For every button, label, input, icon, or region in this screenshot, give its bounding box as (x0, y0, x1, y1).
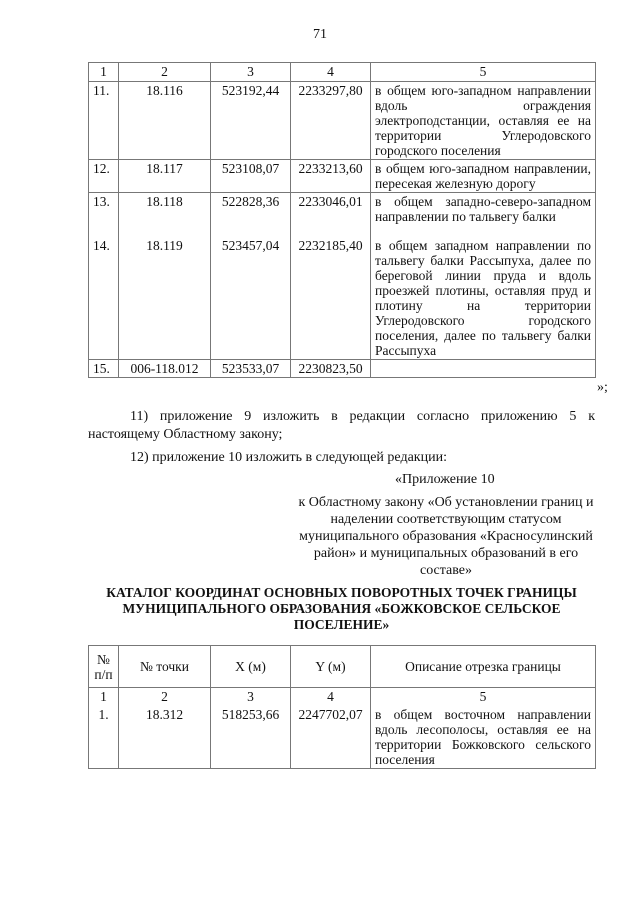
table-row (89, 193, 596, 238)
amendment-paragraph-12: 12) приложение 10 изложить в следующей редакции: (130, 450, 447, 465)
table-row (89, 160, 596, 193)
point-number: 18.119 (119, 237, 211, 360)
header-cell: 3 (211, 688, 291, 707)
header-cell: 2 (119, 63, 211, 82)
x-coordinate: 518253,66 (211, 706, 291, 769)
table-row (89, 237, 596, 360)
row-number: 11. (89, 82, 119, 160)
y-coordinate: 2247702,07 (291, 706, 371, 769)
amendment-paragraph-11: 11) приложение 9 изложить в редакции согласно приложению 5 к настоящему Областному закону; (88, 409, 595, 442)
y-coordinate: 2230823,50 (291, 360, 371, 378)
header-cell: 4 (291, 688, 371, 707)
header-cell: 1 (89, 63, 119, 82)
page-number: 71 (313, 27, 327, 42)
row-number: 15. (89, 360, 119, 378)
y-coordinate: 2233046,01 (291, 193, 371, 238)
header-cell: 2 (119, 688, 211, 707)
appendix-title: «Приложение 10 (395, 472, 495, 487)
x-coordinate: 523457,04 (211, 237, 291, 360)
y-coordinate: 2233213,60 (291, 160, 371, 193)
segment-description: в общем западно-северо-западном направлении по тальвегу балки (371, 193, 596, 238)
header-cell: 4 (291, 63, 371, 82)
table-row (89, 82, 596, 160)
row-number: 14. (89, 237, 119, 360)
x-coordinate: 522828,36 (211, 193, 291, 238)
header-cell: 5 (371, 63, 596, 82)
coordinates-table-bozhkovskoe (88, 645, 596, 769)
x-coordinate: 523533,07 (211, 360, 291, 378)
point-number: 006-118.012 (119, 360, 211, 378)
segment-description: в общем юго-западном направлении, пересекая железную дорогу (371, 160, 596, 193)
column-header: № точки (119, 646, 211, 688)
column-header: № п/п (89, 646, 119, 688)
point-number: 18.116 (119, 82, 211, 160)
table-closing-quote: »; (597, 380, 608, 395)
appendix-reference: к Областному закону «Об установлении границ и наделении соответствующим статусом муниципального образования «Красносулинский район» и муниципальных образований в его составе» (298, 495, 594, 578)
row-number: 1. (89, 706, 119, 769)
table-header-row (89, 688, 596, 707)
segment-description: в общем юго-западном направлении вдоль ограждения электроподстанции, оставляя ее на территории Углеродовского городского поселения (371, 82, 596, 160)
table-column-headers (89, 646, 596, 688)
catalog-title: КАТАЛОГ КООРДИНАТ ОСНОВНЫХ ПОВОРОТНЫХ ТОЧЕК ГРАНИЦЫ МУНИЦИПАЛЬНОГО ОБРАЗОВАНИЯ «БОЖКОВСКОЕ СЕЛЬСКОЕ ПОСЕЛЕНИЕ» (106, 585, 577, 632)
segment-description (371, 360, 596, 378)
header-cell: 5 (371, 688, 596, 707)
table-row (89, 360, 596, 378)
point-number: 18.118 (119, 193, 211, 238)
header-cell: 3 (211, 63, 291, 82)
table-row (89, 706, 596, 769)
x-coordinate: 523108,07 (211, 160, 291, 193)
row-number: 12. (89, 160, 119, 193)
coordinates-table-continued (88, 62, 596, 378)
column-header: Y (м) (291, 646, 371, 688)
point-number: 18.312 (119, 706, 211, 769)
y-coordinate: 2232185,40 (291, 237, 371, 360)
y-coordinate: 2233297,80 (291, 82, 371, 160)
table-header-row (89, 63, 596, 82)
point-number: 18.117 (119, 160, 211, 193)
row-number: 13. (89, 193, 119, 238)
column-header: Описание отрезка границы (371, 646, 596, 688)
segment-description: в общем восточном направлении вдоль лесополосы, оставляя ее на территории Божковского сельского поселения (371, 706, 596, 769)
column-header: X (м) (211, 646, 291, 688)
x-coordinate: 523192,44 (211, 82, 291, 160)
header-cell: 1 (89, 688, 119, 707)
segment-description: в общем западном направлении по тальвегу балки Рассыпуха, далее по береговой линии пруда и вдоль проезжей плотины, оставляя пруд и плотину на территории Углеродовского городского поселения, далее по тальвегу балки Рассыпуха (371, 237, 596, 360)
